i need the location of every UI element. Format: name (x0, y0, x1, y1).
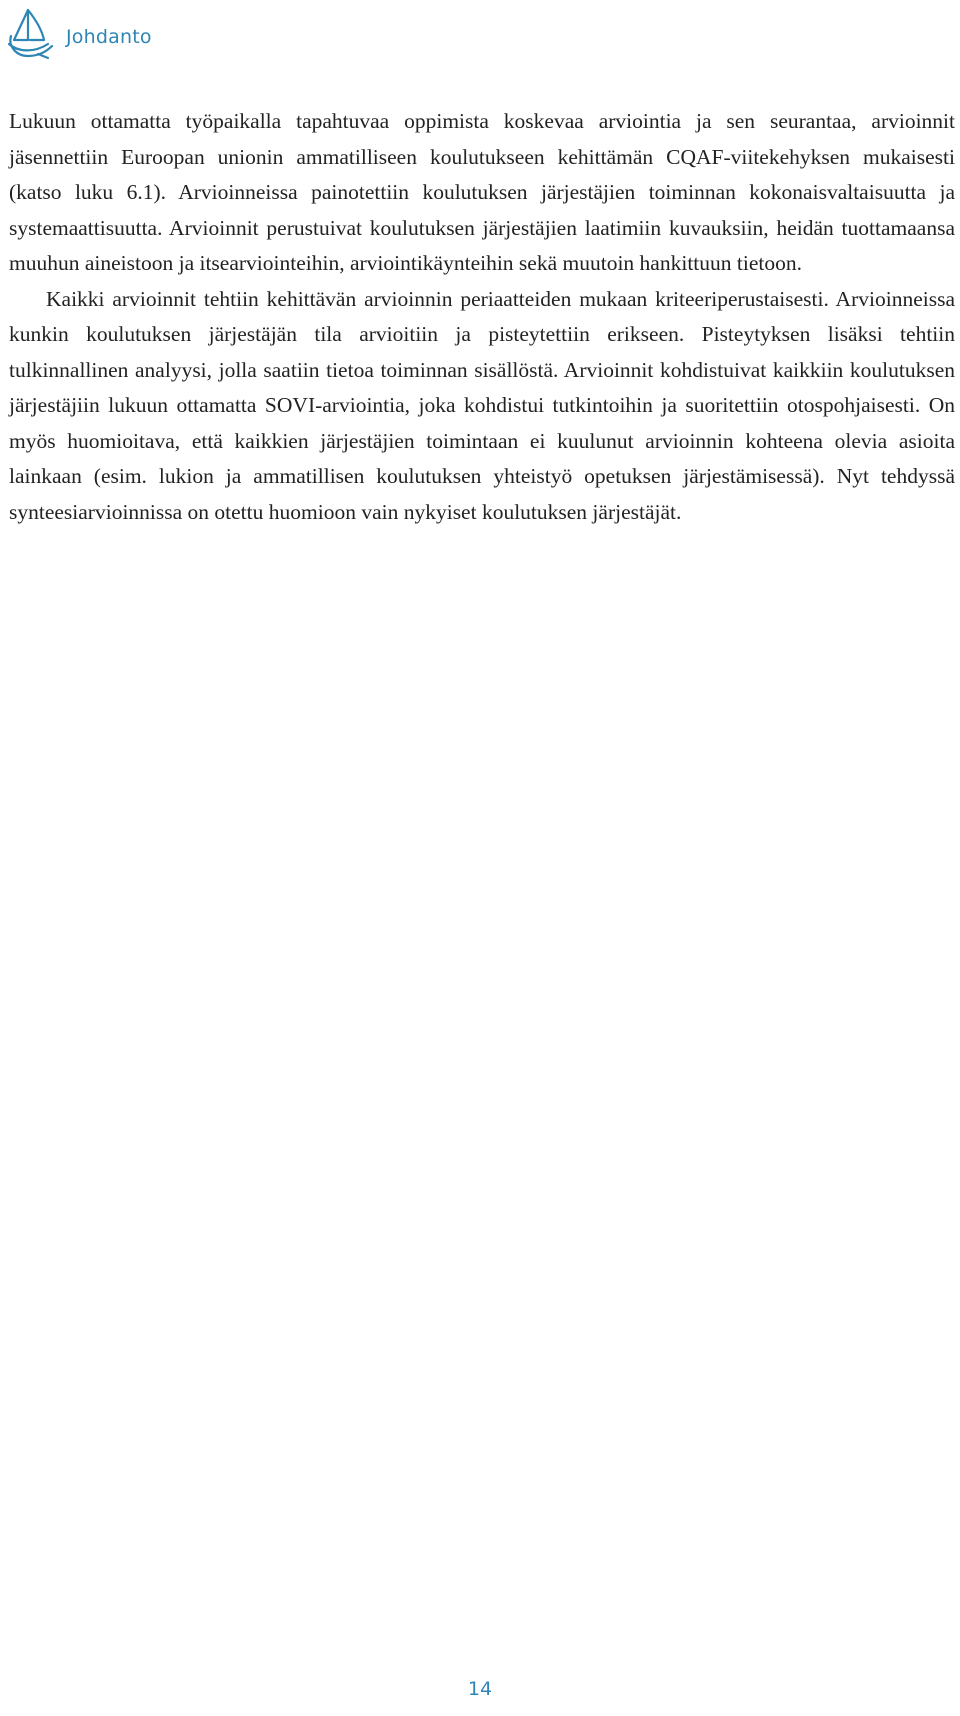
page-number: 14 (467, 1678, 493, 1700)
sailboat-logo-icon (6, 6, 56, 60)
paragraph-2: Kaikki arvioinnit tehtiin kehittävän arvioinnin periaatteiden mukaan kriteeriperustaisesti. Arvioinneissa kunkin koulutuksen järjestäjän tila arvioitiin ja pisteytettiin erikseen. Pisteytyksen lisäksi tehtiin tulkinnallinen analyysi, jolla saatiin tietoa toiminnan sisällöstä. Arvioinnit kohdistuivat kaikkiin koulutuksen järjestäjiin lukuun ottamatta SOVI-arviointia, joka kohdistui tutkintoihin ja suoritettiin otospohjaisesti. On myös huomioitava, että kaikkien järjestäjien toimintaan ei kuulunut arvioinnin kohteena olevia asioita lainkaan (esim. lukion ja ammatillisen koulutuksen yhteistyö opetuksen järjestämisessä). Nyt tehdyssä synteesiarvioinnissa on otettu huomioon vain nykyiset koulutuksen järjestäjät. (9, 286, 955, 524)
page-header (6, 6, 152, 60)
paragraph-1: Lukuun ottamatta työpaikalla tapahtuvaa oppimista koskevaa arviointia ja sen seurantaa, arvioinnit jäsennettiin Euroopan unionin ammatilliseen koulutukseen kehittämän CQAF-viitekehyksen mukaisesti (katso luku 6.1). Arvioinneissa painotettiin koulutuksen järjestäjien toiminnan kokonaisvaltaisuutta ja systemaattisuutta. Arvioinnit perustuivat koulutuksen järjestäjien laatimiin kuvauksiin, heidän tuottamaansa muuhun aineistoon ja itsearviointeihin, arviointikäynteihin sekä muutoin hankittuun tietoon. (9, 109, 955, 275)
body-text (9, 104, 955, 530)
section-title: Johdanto (66, 26, 152, 48)
